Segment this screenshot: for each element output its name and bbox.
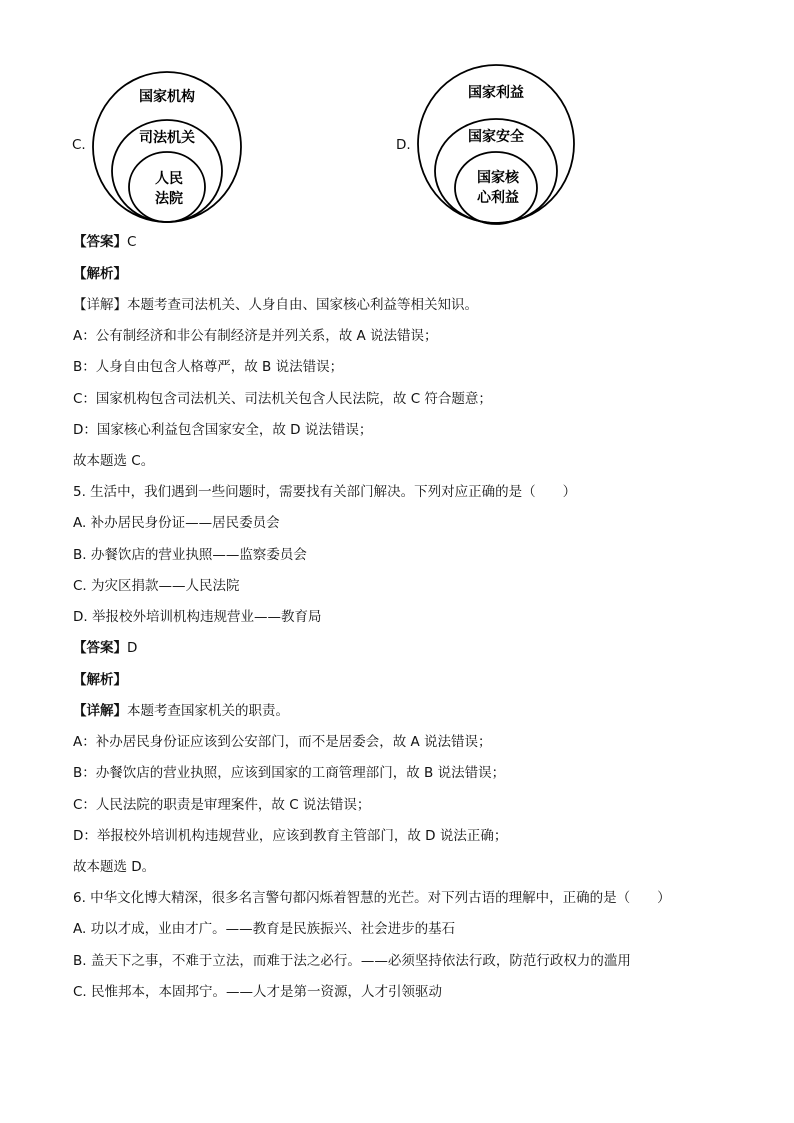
q4-answer bbox=[73, 233, 136, 251]
q4-analysis-c: C：国家机构包含司法机关、司法机关包含人民法院，故 C 符合题意； bbox=[73, 391, 492, 407]
q5-conclusion: 故本题选 D。 bbox=[73, 859, 156, 875]
q5-analysis-c: C：人民法院的职责是审理案件，故 C 说法错误； bbox=[73, 797, 371, 813]
q4-analysis-a: A：公有制经济和非公有制经济是并列关系，故 A 说法错误； bbox=[73, 328, 438, 344]
diagram-d-outer-label: 国家利益 bbox=[468, 85, 524, 101]
diagram-d-middle-label: 国家安全 bbox=[468, 129, 524, 145]
diagram-d-inner-label-1: 国家核 bbox=[477, 170, 519, 186]
diagram-d-inner-label-2: 心利益 bbox=[477, 190, 519, 206]
q5-analysis-d: D：举报校外培训机构违规营业，应该到教育主管部门，故 D 说法正确； bbox=[73, 828, 508, 844]
q5-stem: 5. 生活中，我们遇到一些问题时，需要找有关部门解决。下列对应正确的是（ ） bbox=[73, 484, 577, 500]
option-c-label: C. bbox=[72, 137, 86, 153]
q5-option-b: B. 办餐饮店的营业执照——监察委员会 bbox=[73, 547, 307, 563]
detail-text: 本题考查国家机关的职责。 bbox=[127, 703, 289, 719]
q5-answer bbox=[73, 639, 137, 657]
option-d-label: D. bbox=[396, 137, 411, 153]
diagram-c-inner-label-2: 法院 bbox=[155, 191, 183, 207]
q5-analysis-b: B：办餐饮店的营业执照，应该到国家的工商管理部门，故 B 说法错误； bbox=[73, 765, 506, 781]
analysis-tag: 【解析】 bbox=[73, 672, 127, 688]
diagram-c-inner-label-1: 人民 bbox=[155, 171, 183, 187]
analysis-tag: 【解析】 bbox=[73, 266, 127, 282]
answer-value: C bbox=[127, 234, 137, 250]
diagram-c bbox=[90, 68, 260, 228]
q5-analysis-a: A：补办居民身份证应该到公安部门，而不是居委会，故 A 说法错误； bbox=[73, 734, 492, 750]
q4-conclusion: 故本题选 C。 bbox=[73, 453, 155, 469]
detail-text: 本题考查司法机关、人身自由、国家核心利益等相关知识。 bbox=[127, 297, 478, 313]
detail-tag: 【详解】 bbox=[73, 297, 127, 313]
q4-analysis-heading bbox=[73, 265, 127, 283]
q5-option-a: A. 补办居民身份证——居民委员会 bbox=[73, 515, 280, 531]
q5-analysis-heading bbox=[73, 671, 127, 689]
detail-tag: 【详解】 bbox=[73, 703, 127, 719]
q6-option-b: B. 盖天下之事，不难于立法，而难于法之必行。——必须坚持依法行政，防范行政权力的滥用 bbox=[73, 953, 631, 969]
diagram-d-inner-circle bbox=[455, 152, 537, 224]
q5-option-d: D. 举报校外培训机构违规营业——教育局 bbox=[73, 609, 322, 625]
q4-analysis-b: B：人身自由包含人格尊严，故 B 说法错误； bbox=[73, 359, 344, 375]
q5-detail bbox=[73, 702, 289, 720]
q6-option-c: C. 民惟邦本，本固邦宁。——人才是第一资源，人才引领驱动 bbox=[73, 984, 443, 1000]
q6-stem: 6. 中华文化博大精深，很多名言警句都闪烁着智慧的光芒。对下列古语的理解中，正确的是（ ） bbox=[73, 890, 671, 906]
q4-analysis-d: D：国家核心利益包含国家安全，故 D 说法错误； bbox=[73, 422, 373, 438]
diagram-c-inner-circle bbox=[129, 152, 205, 222]
q4-detail bbox=[73, 296, 478, 314]
answer-value: D bbox=[127, 640, 138, 656]
q6-option-a: A. 功以才成，业由才广。——教育是民族振兴、社会进步的基石 bbox=[73, 921, 456, 937]
answer-tag: 【答案】 bbox=[73, 234, 127, 250]
diagram-c-outer-label: 国家机构 bbox=[139, 89, 195, 105]
diagram-c-middle-label: 司法机关 bbox=[139, 130, 195, 146]
diagram-d bbox=[415, 62, 585, 232]
answer-tag: 【答案】 bbox=[73, 640, 127, 656]
q5-option-c: C. 为灾区捐款——人民法院 bbox=[73, 578, 240, 594]
